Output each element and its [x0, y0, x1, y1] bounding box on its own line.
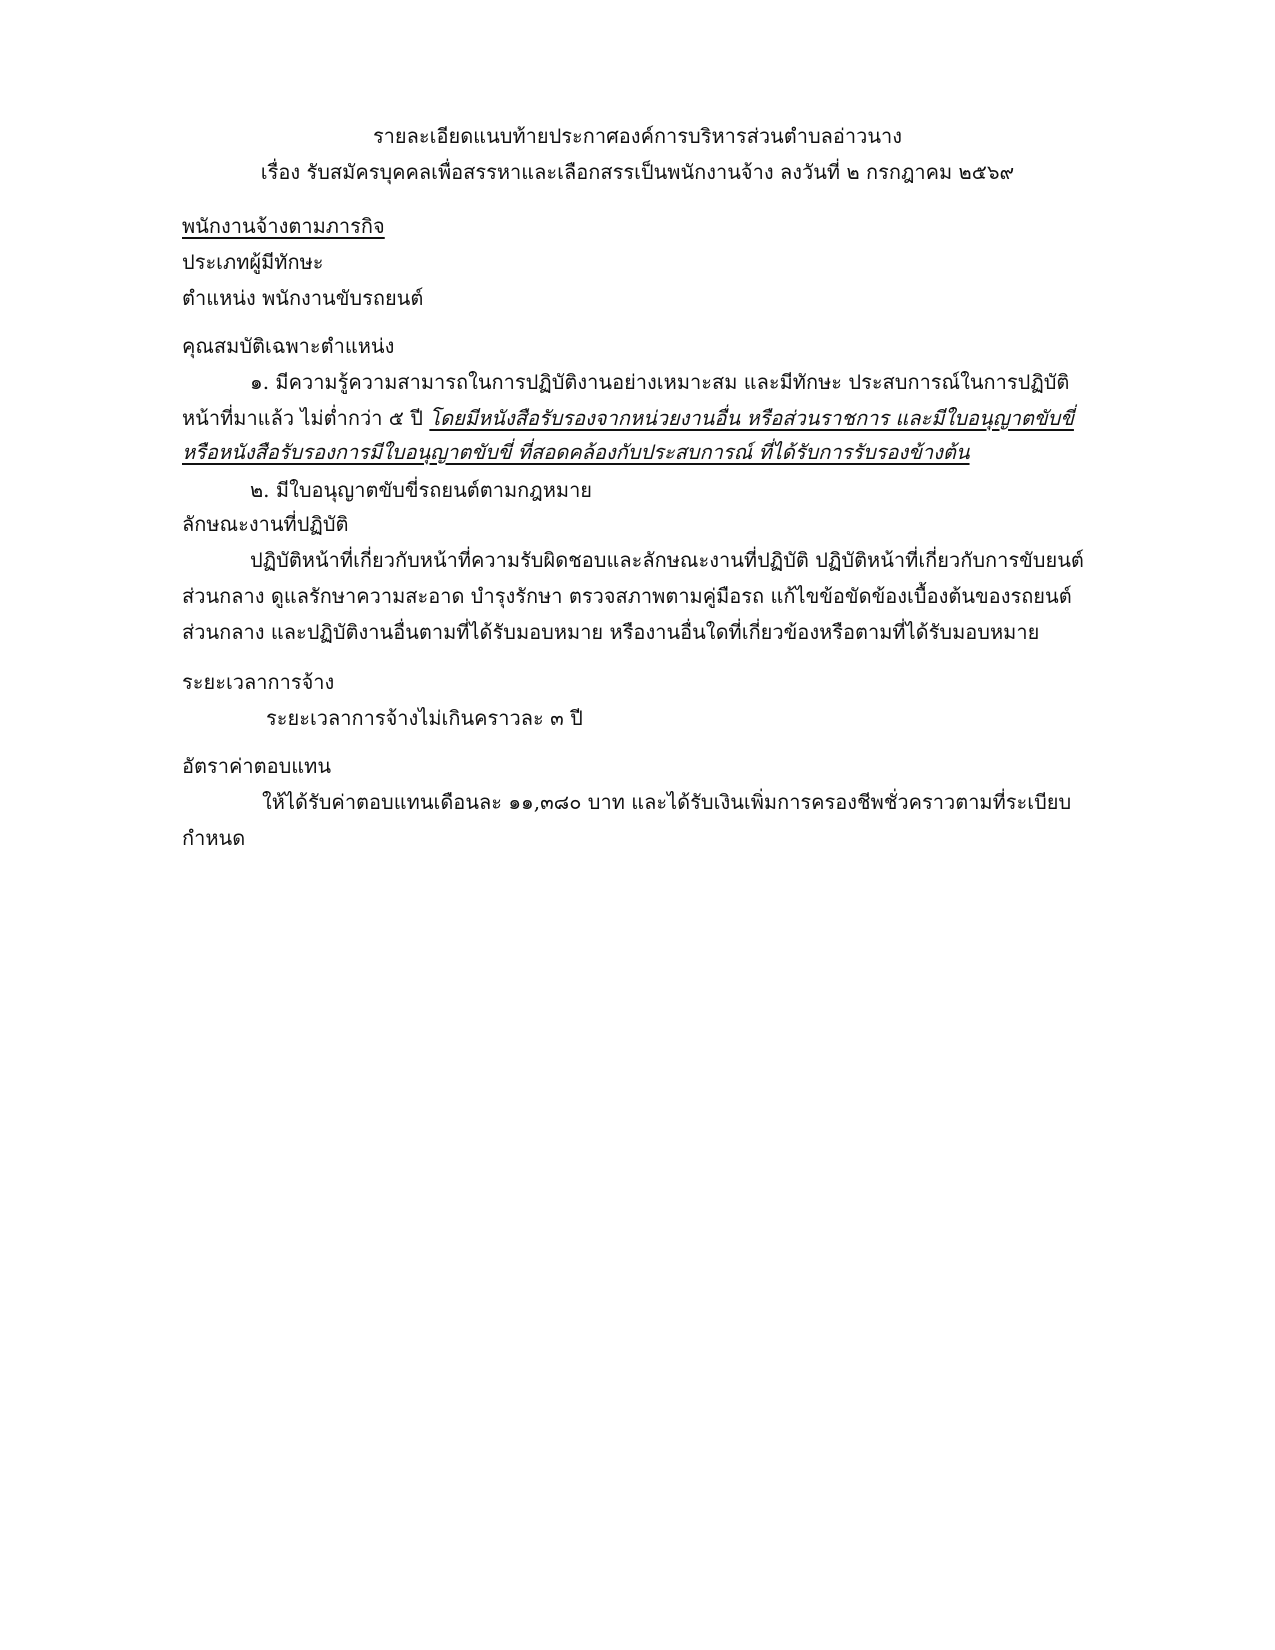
duties-line-2: ส่วนกลาง ดูแลรักษาความสะอาด บำรุงรักษา ตรวจสภาพตามคู่มือรถ แก้ไขข้อขัดข้องเบื้องต้นของรถยนต์	[182, 584, 1072, 608]
duties-line-3: ส่วนกลาง และปฏิบัติงานอื่นตามที่ได้รับมอบหมาย หรืองานอื่นใดที่เกี่ยวข้องหรือตามที่ได้รับมอบหมาย	[182, 620, 1040, 644]
compensation-heading: อัตราค่าตอบแทน	[182, 754, 332, 778]
qualification-item-1-line-2	[182, 406, 1074, 431]
employee-type-heading: พนักงานจ้างตามภารกิจ	[182, 214, 385, 238]
qualification-item-2: ๒. มีใบอนุญาตขับขี่รถยนต์ตามกฎหมาย	[250, 478, 593, 502]
position-label: ตำแหน่ง พนักงานขับรถยนต์	[182, 286, 424, 310]
duties-line-1: ปฏิบัติหน้าที่เกี่ยวกับหน้าที่ความรับผิดชอบและลักษณะงานที่ปฏิบัติ ปฏิบัติหน้าที่เกี่ยวกับการขับยนต์	[250, 548, 1084, 572]
duties-heading: ลักษณะงานที่ปฏิบัติ	[182, 512, 349, 536]
category-label: ประเภทผู้มีทักษะ	[182, 250, 324, 274]
term-heading: ระยะเวลาการจ้าง	[182, 670, 335, 694]
document-title: รายละเอียดแนบท้ายประกาศองค์การบริหารส่วนตำบลอ่าวนาง	[372, 124, 903, 148]
term-text: ระยะเวลาการจ้างไม่เกินคราวละ ๓ ปี	[266, 706, 583, 730]
qualification-item-1-emphasis: โดยมีหนังสือรับรองจากหน่วยงานอื่น หรือส่วนราชการ และมีใบอนุญาตขับขี่	[429, 406, 1074, 430]
qualification-item-1-line-3: หรือหนังสือรับรองการมีใบอนุญาตขับขี่ ที่สอดคล้องกับประสบการณ์ ที่ได้รับการรับรองข้างต้น	[182, 440, 970, 464]
document-subject: เรื่อง รับสมัครบุคคลเพื่อสรรหาและเลือกสรรเป็นพนักงานจ้าง ลงวันที่ ๒ กรกฎาคม ๒๕๖๙	[260, 160, 1015, 184]
qualification-item-1-plain: หน้าที่มาแล้ว ไม่ต่ำกว่า ๕ ปี	[182, 406, 430, 430]
qualification-item-1-line-1: ๑. มีความรู้ความสามารถในการปฏิบัติงานอย่างเหมาะสม และมีทักษะ ประสบการณ์ในการปฏิบัติ	[250, 370, 1070, 394]
compensation-line-1: ให้ได้รับค่าตอบแทนเดือนละ ๑๑,๓๘๐ บาท และได้รับเงินเพิ่มการครองชีพชั่วคราวตามที่ระเบียบ	[262, 790, 1072, 814]
qualifications-heading: คุณสมบัติเฉพาะตำแหน่ง	[182, 334, 395, 358]
compensation-line-2: กำหนด	[182, 826, 246, 850]
